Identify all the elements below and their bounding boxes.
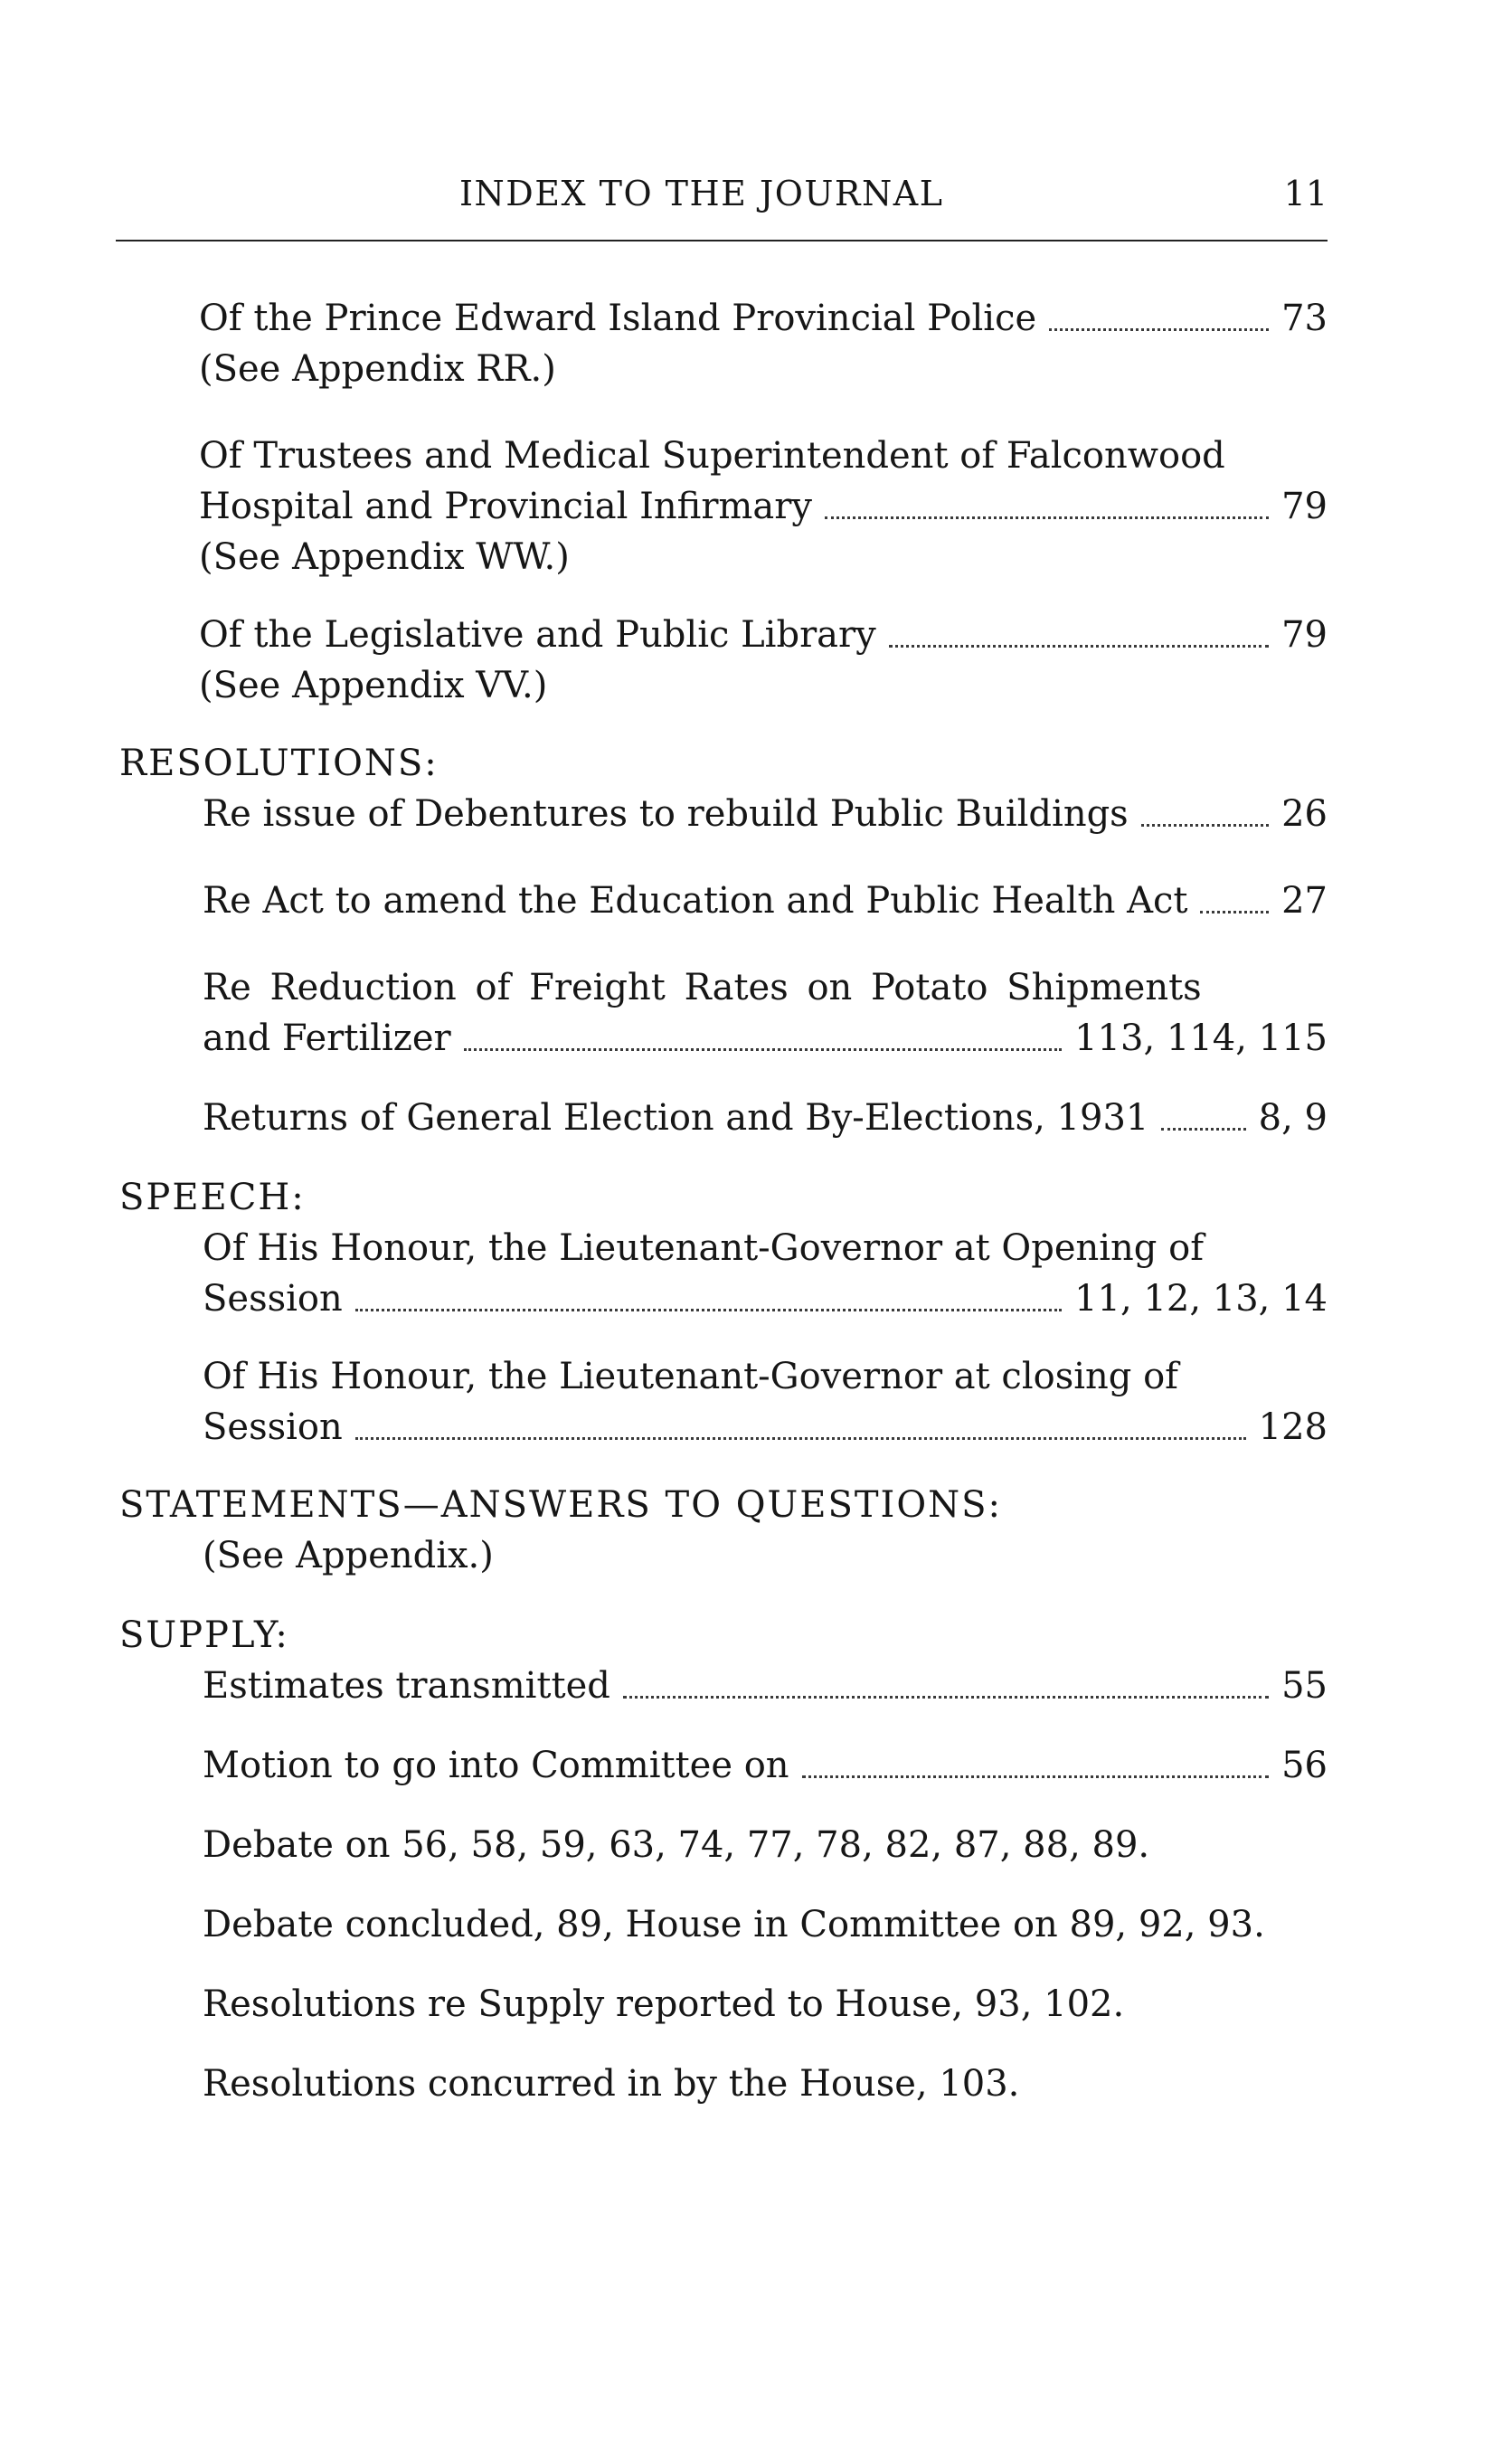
entry-text: Of Trustees and Medical Superintendent of Falconwood — [199, 435, 1225, 477]
header-rule — [116, 240, 1328, 241]
section-heading: SPEECH: — [119, 1177, 306, 1218]
entry-text: Of the Prince Edward Island Provincial Police — [199, 298, 1037, 339]
entry-text: Re issue of Debentures to rebuild Public Buildings — [203, 793, 1129, 835]
dot-leader — [889, 645, 1269, 648]
entry-text: Session — [203, 1278, 343, 1320]
dot-leader — [355, 1437, 1246, 1440]
entry-pages: 79 — [1281, 614, 1328, 656]
entry-pages: 128 — [1258, 1406, 1328, 1448]
entry-pages: 27 — [1281, 880, 1328, 922]
entry-text: Hospital and Provincial Infirmary — [199, 486, 812, 527]
entry-text: Returns of General Election and By-Elections, 1931 — [203, 1097, 1149, 1139]
entry-pages: 79 — [1281, 486, 1328, 527]
entry-text: Of His Honour, the Lieutenant-Governor at Opening of — [203, 1227, 1205, 1269]
section-heading: SUPPLY: — [119, 1614, 289, 1656]
entry-pages: 55 — [1281, 1665, 1328, 1707]
entry-pages: 73 — [1281, 298, 1328, 339]
entry-pages: 113, 114, 115 — [1074, 1018, 1328, 1059]
index-entry — [203, 1662, 1328, 1709]
entry-text: Debate concluded, 89, House in Committee on 89, 92, 93. — [203, 1904, 1265, 1945]
entry-note: (See Appendix VV.) — [199, 665, 548, 706]
dot-leader — [1141, 824, 1269, 827]
entry-text: Re Act to amend the Education and Public Health Act — [203, 880, 1188, 922]
dot-leader — [1200, 911, 1269, 913]
entry-pages: 8, 9 — [1258, 1097, 1328, 1139]
entry-text: Of His Honour, the Lieutenant-Governor at closing of — [203, 1356, 1178, 1397]
index-entry — [203, 1275, 1328, 1322]
entry-text: Motion to go into Committee on — [203, 1745, 789, 1786]
index-entry — [199, 295, 1328, 342]
section-heading: RESOLUTIONS: — [119, 743, 439, 784]
entry-text: Re Reduction of Freight Rates on Potato Shipments — [203, 967, 1202, 1008]
dot-leader — [1049, 328, 1269, 331]
entry-text: Estimates transmitted — [203, 1665, 610, 1707]
entry-pages: 26 — [1281, 793, 1328, 835]
dot-leader — [1161, 1128, 1245, 1131]
entry-note: (See Appendix RR.) — [199, 348, 556, 390]
entry-pages: 11, 12, 13, 14 — [1074, 1278, 1328, 1320]
index-entry — [203, 1404, 1328, 1451]
entry-text: Resolutions re Supply reported to House, 93, 102. — [203, 1983, 1125, 2025]
index-entry — [203, 1742, 1328, 1789]
dot-leader — [623, 1696, 1269, 1699]
entry-text: Session — [203, 1406, 343, 1448]
index-entry — [199, 611, 1328, 658]
entry-text: Resolutions concurred in by the House, 103. — [203, 2063, 1020, 2105]
header-title: INDEX TO THE JOURNAL — [459, 174, 944, 213]
index-entry — [203, 877, 1328, 924]
page-number: 11 — [1283, 174, 1328, 213]
entry-note: (See Appendix WW.) — [199, 536, 570, 578]
page-header — [116, 174, 1328, 228]
index-entry — [203, 1015, 1328, 1062]
section-heading: STATEMENTS—ANSWERS TO QUESTIONS: — [119, 1484, 1002, 1526]
dot-leader — [464, 1048, 1062, 1051]
entry-text: Of the Legislative and Public Library — [199, 614, 876, 656]
entry-note: (See Appendix.) — [203, 1535, 494, 1576]
dot-leader — [825, 516, 1269, 519]
dot-leader — [802, 1775, 1270, 1778]
dot-leader — [355, 1309, 1062, 1311]
entry-text: and Fertilizer — [203, 1018, 451, 1059]
entry-text: Debate on 56, 58, 59, 63, 74, 77, 78, 82, 87, 88, 89. — [203, 1824, 1150, 1866]
index-entry — [203, 790, 1328, 838]
entry-pages: 56 — [1281, 1745, 1328, 1786]
index-entry — [203, 1094, 1328, 1141]
index-entry — [199, 483, 1328, 530]
